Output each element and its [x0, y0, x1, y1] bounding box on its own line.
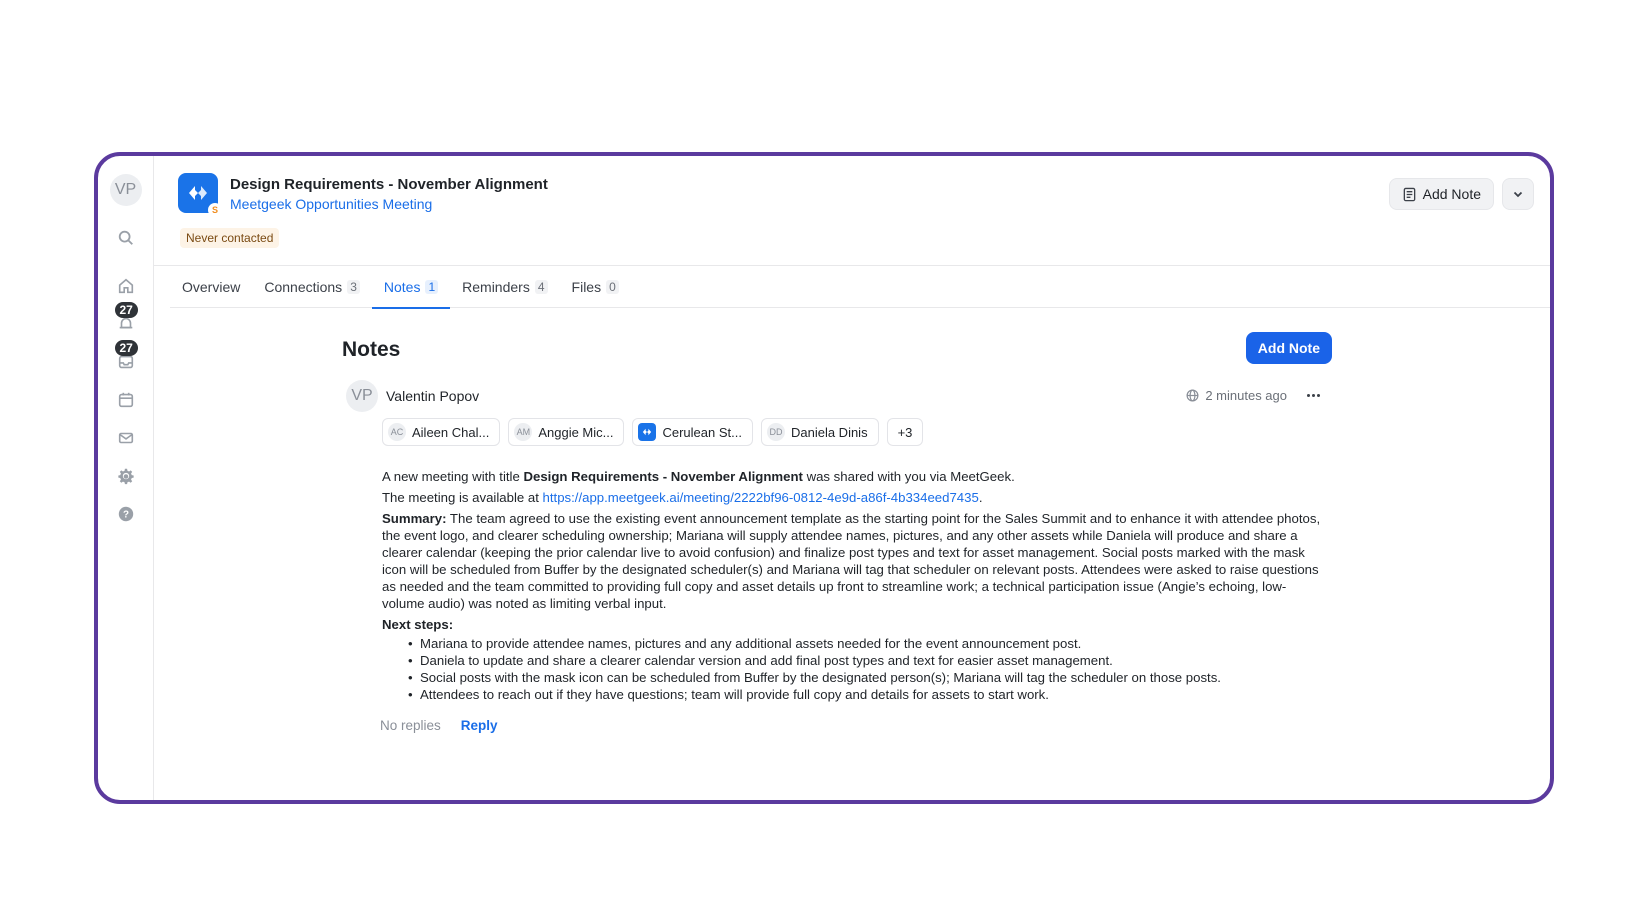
reply-button[interactable]: Reply: [460, 718, 498, 733]
text: The meeting is available at: [382, 490, 543, 505]
list-item: • Mariana to provide attendee names, pictures and any additional assets needed for the event announcement post.: [410, 635, 1322, 652]
tab-reminders[interactable]: [450, 266, 559, 308]
search-icon[interactable]: [110, 222, 142, 254]
notifications-badge: 27: [115, 302, 138, 318]
summary-text: The team agreed to use the existing event announcement template as the starting point for the Sales Summit and to enhance it with attendee photos, the event logo, and clearer scheduling ownership; Mariana will supply attendee names, pictures, and any other assets while Daniela will produce and share a clearer calendar (keeping the prior calendar live to avoid confusion) and finalize post types and text for asset management. Social posts marked with the mask icon will be scheduled from Buffer by the designated scheduler(s) and Mariana will tag that scheduler on relevant posts. Attendees were asked to raise questions as needed and the team committed to providing full copy and asset details up front to streamline work; a technical participation issue (Angie’s echoing, low-volume audio) was noted as limiting verbal input.: [382, 511, 1321, 611]
next-steps-label: Next steps:: [382, 617, 454, 632]
company-link[interactable]: Meetgeek Opportunities Meeting: [230, 196, 433, 212]
participant-chip[interactable]: [632, 418, 753, 446]
globe-icon: [1186, 389, 1199, 402]
next-steps-list: [410, 635, 1322, 703]
page-title: Design Requirements - November Alignment: [230, 176, 548, 193]
note-timestamp: 2 minutes ago: [1205, 388, 1287, 403]
tab-count: 4: [535, 280, 548, 294]
list-item: • Attendees to reach out if they have questions; team will provide full copy and details for assets to start work.: [410, 686, 1322, 703]
note-link-line: [382, 489, 1322, 506]
calendar-icon[interactable]: [110, 384, 142, 416]
participant-name: Cerulean St...: [662, 424, 742, 440]
note-author: Valentin Popov: [386, 388, 480, 404]
sidebar: [98, 156, 154, 800]
list-item: • Social posts with the mask icon can be scheduled from Buffer by the designated person(s); Mariana will tag the scheduler on those posts.: [410, 669, 1322, 686]
tab-count: 3: [347, 280, 360, 294]
participant-name: Anggie Mic...: [538, 424, 614, 440]
tab-count: 0: [606, 280, 619, 294]
note-author-avatar: VP: [346, 380, 378, 412]
tab-label: Notes: [383, 279, 421, 295]
company-logo-icon: [638, 423, 656, 441]
gear-icon[interactable]: [110, 460, 142, 492]
tab-notes[interactable]: [372, 266, 450, 308]
participant-chip[interactable]: [382, 418, 500, 446]
participant-chip[interactable]: [508, 418, 624, 446]
tab-files[interactable]: [560, 266, 631, 308]
meetgeek-logo-icon: [178, 173, 218, 213]
meeting-title: Design Requirements - November Alignment: [523, 469, 803, 484]
participant-avatar: DD: [767, 423, 785, 441]
bell-icon[interactable]: [110, 303, 142, 340]
tab-label: Reminders: [462, 279, 530, 295]
svg-text:?: ?: [122, 509, 129, 521]
note-intro: [382, 468, 1322, 485]
tab-label: Overview: [182, 279, 241, 295]
tab-bar: [170, 266, 1550, 308]
meeting-link[interactable]: https://app.meetgeek.ai/meeting/2222bf96-0812-4e9d-a86f-4b334eed7435: [542, 490, 979, 505]
record-header: [154, 156, 1550, 266]
note-body: [382, 468, 1322, 703]
mail-icon[interactable]: [110, 422, 142, 454]
note-meta: [1186, 388, 1320, 403]
chevron-down-icon: [1512, 188, 1524, 200]
tab-connections[interactable]: [252, 266, 372, 308]
header-add-note-button[interactable]: [1389, 178, 1494, 210]
tab-overview[interactable]: [170, 266, 252, 308]
user-avatar[interactable]: VP: [110, 174, 142, 206]
tab-label: Files: [571, 279, 602, 295]
list-item: • Daniela to update and share a clearer calendar version and add final post types and text for easier asset management.: [410, 652, 1322, 669]
note-icon: [1402, 187, 1417, 202]
participant-avatar: AC: [388, 423, 406, 441]
inbox-badge: 27: [115, 340, 138, 356]
participant-name: Aileen Chal...: [412, 424, 490, 440]
tab-count: 1: [425, 280, 438, 294]
main-panel: [154, 156, 1550, 800]
logo-status-badge: S: [208, 203, 222, 217]
participant-chip[interactable]: [761, 418, 879, 446]
notes-heading: Notes: [342, 338, 401, 361]
summary-label: Summary:: [382, 511, 447, 526]
participant-avatar: AM: [514, 423, 532, 441]
next-steps-heading: [382, 616, 1322, 633]
note-footer: [380, 718, 498, 733]
help-icon[interactable]: [110, 498, 142, 530]
status-badge: Never contacted: [180, 228, 279, 248]
participant-name: Daniela Dinis: [790, 424, 868, 440]
app-window: [94, 152, 1554, 804]
text: was shared with you via MeetGeek.: [802, 469, 1015, 484]
add-note-button[interactable]: Add Note: [1246, 332, 1332, 364]
text: A new meeting with title: [382, 469, 524, 484]
more-options-icon[interactable]: [1307, 394, 1320, 397]
note-participants: [382, 418, 923, 446]
inbox-icon[interactable]: [110, 341, 142, 378]
header-dropdown-button[interactable]: [1502, 178, 1534, 210]
header-add-note-label: Add Note: [1422, 186, 1481, 202]
more-participants-chip[interactable]: +3: [887, 418, 924, 446]
reply-count: No replies: [380, 718, 441, 733]
text: .: [978, 490, 983, 505]
home-icon[interactable]: [110, 270, 142, 302]
tab-label: Connections: [264, 279, 343, 295]
note-summary: [382, 510, 1322, 612]
